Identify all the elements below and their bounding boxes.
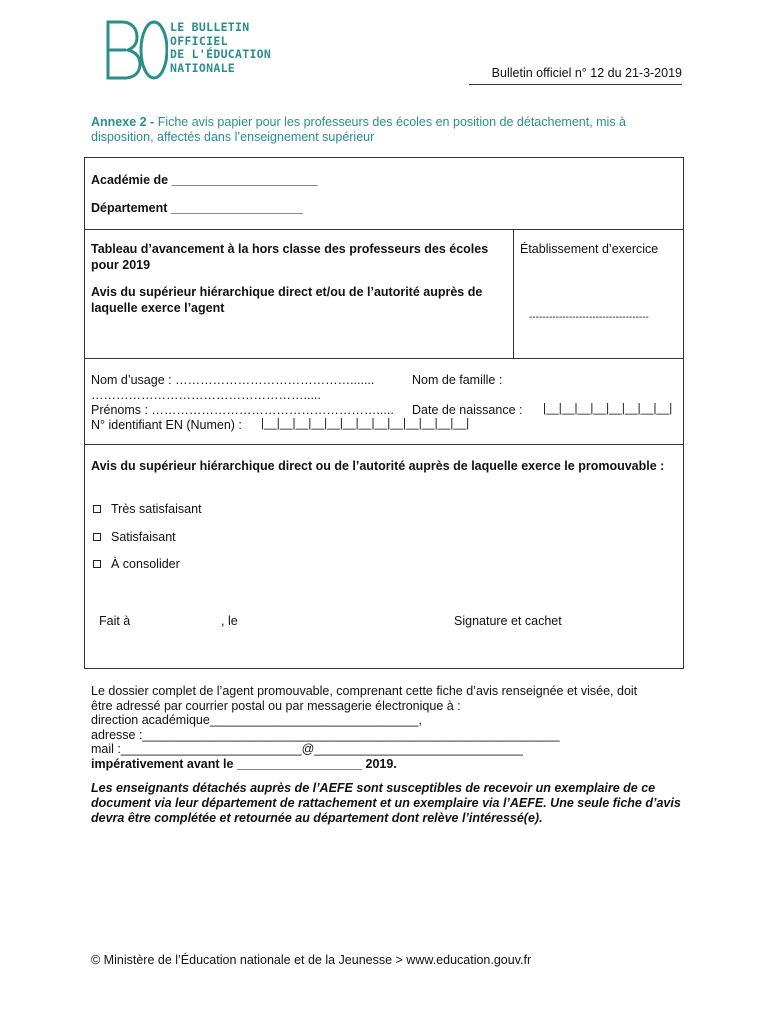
form-column-divider (513, 229, 514, 358)
bo-logo-icon (104, 14, 168, 84)
direction-academique-field[interactable]: direction académique______________________________, (91, 713, 422, 727)
signature-label[interactable]: Signature et cachet (454, 614, 562, 628)
academie-field[interactable]: Académie de _____________________ (91, 173, 318, 187)
prenoms-field[interactable]: Prénoms : ………………………………………………..... (91, 403, 394, 417)
fait-a-label[interactable]: Fait à (99, 614, 131, 628)
annexe-label: Annexe 2 - (91, 115, 155, 129)
nom-famille-label[interactable]: Nom de famille : (412, 373, 503, 387)
checkbox-tres-satisfaisant[interactable] (93, 505, 101, 513)
option-satisfaisant: Satisfaisant (111, 530, 176, 544)
checkbox-a-consolider[interactable] (93, 560, 101, 568)
date-le-label[interactable]: , le (221, 614, 238, 628)
checkbox-satisfaisant[interactable] (93, 533, 101, 541)
logo-line-3: DE L'ÉDUCATION (170, 47, 272, 61)
logo-line-1: LE BULLETIN (170, 20, 250, 34)
aefe-note: Les enseignants détachés auprès de l’AEFE sont susceptibles de recevoir un exemplaire de ce document via leur département de rattachement et un exemplaire via l’AEFE. Une seule fiche d’avis devra être complétée et retournée au département dont relève l’intéressé(e). (91, 781, 681, 825)
identifiant-label: N° identifiant EN (Numen) : (91, 418, 242, 432)
header-divider (469, 84, 682, 85)
tableau-title: Tableau d’avancement à la hors classe des professeurs des écoles pour 2019 (91, 242, 489, 272)
nom-usage-field[interactable]: Nom d’usage : ……………………………………....... (91, 373, 375, 387)
date-naissance-boxes[interactable]: |__|__|__|__|__|__|__|__| (543, 403, 673, 415)
avis-header: Avis du supérieur hiérarchique direct et/ou de l’autorité auprès de laquelle exerce l’agent (91, 285, 483, 315)
logo-line-4: NATIONALE (170, 60, 236, 75)
annexe-title (91, 115, 681, 145)
promouvable-header: Avis du supérieur hiérarchique direct ou de l’autorité auprès de laquelle exerce le promouvable : (91, 459, 665, 473)
etablissement-label: Établissement d’exercice (520, 242, 659, 256)
logo-line-2: OFFICIEL (170, 33, 228, 48)
option-a-consolider: À consolider (111, 557, 180, 571)
dossier-line: Le dossier complet de l’agent promouvable, comprenant cette fiche d’avis renseignée et visée, doit (91, 684, 638, 698)
nom-usage-continuation[interactable]: ……………………………………………..... (91, 388, 321, 402)
form-box (84, 157, 684, 669)
form-divider (85, 229, 683, 230)
identifiant-boxes[interactable]: |__|__|__|__|__|__|__|__|__|__|__|__|__| (261, 418, 470, 430)
etablissement-field[interactable]: ------------------------------------ (529, 312, 649, 323)
option-tres-satisfaisant: Très satisfaisant (111, 502, 202, 516)
footer-copyright: © Ministère de l’Éducation nationale et de la Jeunesse > www.education.gouv.fr (91, 953, 532, 967)
departement-field[interactable]: Département ___________________ (91, 201, 303, 215)
deadline-field[interactable]: impérativement avant le __________________ 2019. (91, 756, 397, 771)
date-naissance-label: Date de naissance : (412, 403, 523, 417)
annexe-text: Fiche avis papier pour les professeurs des écoles en position de détachement, mis à disposition, affectés dans l’enseignement supérieur (91, 115, 627, 144)
form-divider (85, 444, 683, 445)
form-divider (85, 358, 683, 359)
bulletin-reference: Bulletin officiel n° 12 du 21-3-2019 (491, 66, 682, 80)
dossier-line: être adressé par courrier postal ou par messagerie électronique à : (91, 698, 461, 713)
dossier-instructions (91, 684, 681, 771)
adresse-field[interactable]: adresse :____________________________________________________________ (91, 727, 560, 742)
logo-wordmark (170, 21, 280, 75)
mail-field[interactable]: mail :__________________________@______________________________ (91, 742, 523, 756)
